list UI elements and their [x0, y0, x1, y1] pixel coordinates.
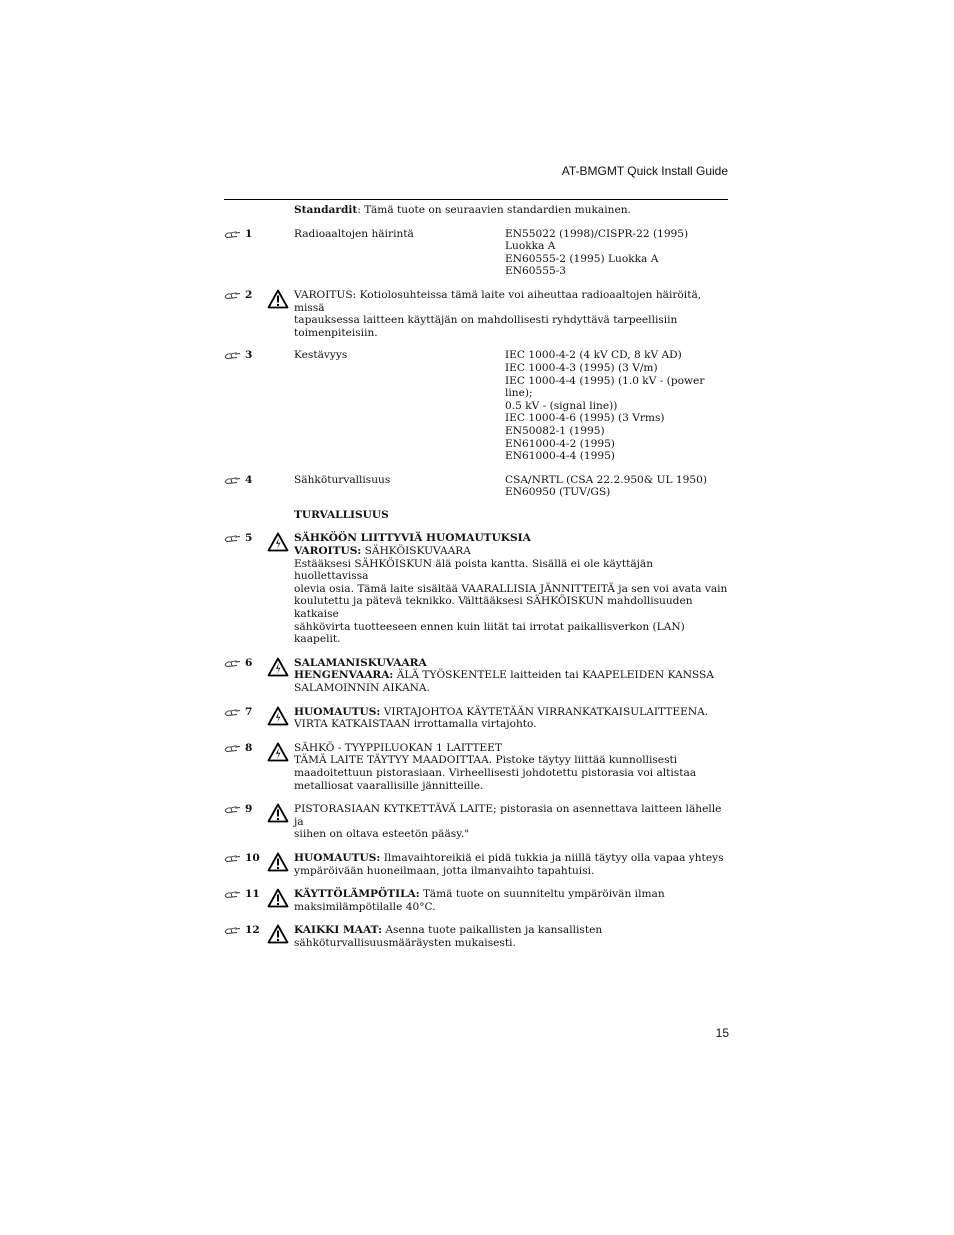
- item-label: Kestävyys: [294, 349, 348, 362]
- warning-triangle-icon: [267, 924, 289, 944]
- standard-value: IEC 1000-4-2 (4 kV CD, 8 kV AD): [505, 349, 682, 362]
- notice-text: TÄMÄ LAITE TÄYTYY MAADOITTAA. Pistoke täytyy liittää kunnollisesti: [294, 754, 678, 767]
- notice-text: Asenna tuote paikallisten ja kansallisten: [382, 924, 603, 937]
- warning-text: toimenpiteisiin.: [294, 326, 378, 339]
- item-number: 7: [245, 705, 253, 718]
- pointing-hand-icon: [224, 351, 242, 360]
- notice-text: Tämä tuote on suunniteltu ympäröivän ilman: [419, 888, 665, 901]
- standards-text: : Tämä tuote on seuraavien standardien mukainen.: [357, 204, 631, 216]
- standard-value: IEC 1000-4-6 (1995) (3 Vrms): [505, 412, 665, 425]
- pointing-hand-icon: [224, 744, 242, 753]
- list-item-2: [224, 289, 730, 339]
- pointing-hand-icon: [224, 854, 242, 863]
- standard-value: EN50082-1 (1995): [505, 424, 605, 437]
- notice-text: siihen on oltava esteetön pääsy.": [294, 828, 470, 841]
- pointing-hand-icon: [224, 659, 242, 668]
- list-item-1: [224, 228, 730, 278]
- notice-bold-label: HUOMAUTUS:: [294, 705, 381, 718]
- item-number: 6: [245, 656, 253, 669]
- list-item-10: [224, 852, 730, 877]
- item-number: 11: [245, 888, 260, 901]
- item-label: Radioaaltojen häirintä: [294, 227, 414, 240]
- item-number: 1: [245, 227, 253, 240]
- warning-triangle-icon: [267, 888, 289, 908]
- notice-text: Ilmavaihtoreikiä ei pidä tukkia ja niillä täytyy olla vapaa yhteys: [380, 851, 724, 864]
- warning-text: VAROITUS: Kotiolosuhteissa tämä laite voi aiheuttaa radioaaltojen häiröitä, missä: [294, 288, 702, 314]
- warning-text: tapauksessa laitteen käyttäjän on mahdollisesti ryhdyttävä tarpeellisiin: [294, 314, 678, 327]
- standard-value: EN60555-2 (1995) Luokka A: [505, 252, 659, 265]
- item-number: 3: [245, 349, 253, 362]
- list-item-8: [224, 742, 730, 792]
- item-label: Sähköturvallisuus: [294, 473, 391, 486]
- standard-value: 0.5 kV - (signal line)): [505, 399, 618, 412]
- notice-text: ÄLÄ TYÖSKENTELE laitteiden tai KAAPELEIDEN KANSSA: [393, 669, 714, 682]
- standards-intro: [224, 204, 730, 217]
- electric-shock-warning-icon: [267, 706, 289, 726]
- notice-text: PISTORASIAAN KYTKETTÄVÄ LAITE; pistorasia on asennettava laitteen lähelle ja: [294, 803, 722, 828]
- notice-text: VIRTAJOHTOA KÄYTETÄÄN VIRRANKATKAISULAITTEENA.: [380, 705, 709, 718]
- list-item-3: [224, 349, 730, 462]
- electric-shock-warning-icon: [267, 742, 289, 762]
- list-item-11: [224, 888, 730, 913]
- item-number: 8: [245, 741, 253, 754]
- page-number: 15: [715, 1026, 729, 1040]
- pointing-hand-icon: [224, 926, 242, 935]
- pointing-hand-icon: [224, 708, 242, 717]
- standard-value: EN61000-4-2 (1995): [505, 437, 615, 450]
- warning-triangle-icon: [267, 289, 289, 309]
- notice-text: sähkövirta tuotteeseen ennen kuin liität tai irrotat paikallisverkon (LAN) kaapelit.: [294, 620, 685, 646]
- pointing-hand-icon: [224, 805, 242, 814]
- notice-text: ympäröivään huoneilmaan, jotta ilmanvaihto tapahtuisi.: [294, 864, 595, 877]
- page-header-title: AT-BMGMT Quick Install Guide: [561, 164, 728, 178]
- pointing-hand-icon: [224, 890, 242, 899]
- list-item-7: [224, 706, 730, 731]
- standard-value: CSA/NRTL (CSA 22.2.950& UL 1950): [505, 473, 708, 486]
- list-item-12: [224, 924, 730, 949]
- notice-title: SÄHKÖÖN LIITTYVIÄ HUOMAUTUKSIA: [294, 532, 531, 545]
- pointing-hand-icon: [224, 534, 242, 543]
- electric-shock-warning-icon: [267, 657, 289, 677]
- pointing-hand-icon: [224, 291, 242, 300]
- notice-text: SÄHKÖ - TYYPPILUOKAN 1 LAITTEET: [294, 741, 502, 754]
- notice-bold-label: VAROITUS:: [294, 545, 362, 558]
- item-number: 2: [245, 288, 253, 301]
- safety-heading-row: [224, 509, 730, 522]
- list-item-5: [224, 532, 730, 645]
- item-number: 5: [245, 532, 253, 545]
- notice-text: maadoitettuun pistorasiaan. Virheellisesti johdotettu pistorasia voi altistaa: [294, 766, 697, 779]
- standard-value: EN60555-3: [505, 265, 567, 278]
- standard-value: IEC 1000-4-3 (1995) (3 V/m): [505, 361, 658, 374]
- notice-text: sähköturvallisuusmääräysten mukaisesti.: [294, 936, 516, 949]
- item-number: 4: [245, 473, 253, 486]
- notice-text: olevia osia. Tämä laite sisältää VAARALLISIA JÄNNITTEITÄ ja sen voi avata vain: [294, 582, 728, 595]
- list-item-9: [224, 803, 730, 841]
- item-number: 12: [245, 924, 260, 937]
- standard-value: EN60950 (TUV/GS): [505, 486, 611, 499]
- standard-value: IEC 1000-4-4 (1995) (1.0 kV - (power line);: [505, 374, 705, 400]
- page-content: [224, 204, 730, 950]
- standard-value: EN61000-4-4 (1995): [505, 450, 615, 463]
- standard-value: EN55022 (1998)/CISPR-22 (1995) Luokka A: [505, 227, 689, 253]
- warning-triangle-icon: [267, 852, 289, 872]
- item-number: 9: [245, 803, 253, 816]
- list-item-6: [224, 657, 730, 695]
- pointing-hand-icon: [224, 230, 242, 239]
- notice-bold-label: HENGENVAARA:: [294, 669, 394, 682]
- notice-bold-label: KAIKKI MAAT:: [294, 924, 383, 937]
- notice-text: maksimilämpötilalle 40°C.: [294, 900, 436, 913]
- warning-triangle-icon: [267, 803, 289, 823]
- header-rule: [224, 199, 728, 200]
- list-item-4: [224, 474, 730, 499]
- notice-text: koulutettu ja pätevä teknikko. Välttääksesi SÄHKÖISKUN mahdollisuuden katkaise: [294, 595, 693, 621]
- notice-text: SALAMOINNIN AIKANA.: [294, 682, 430, 694]
- notice-text: VIRTA KATKAISTAAN irrottamalla virtajohto.: [294, 718, 537, 731]
- notice-bold-label: KÄYTTÖLÄMPÖTILA:: [294, 888, 420, 901]
- electric-shock-warning-icon: [267, 532, 289, 552]
- notice-bold-label: HUOMAUTUS:: [294, 851, 381, 864]
- notice-text: Estääksesi SÄHKÖISKUN älä poista kantta. Sisällä ei ole käyttäjän huollettavissa: [294, 557, 654, 583]
- notice-title: SALAMANISKUVAARA: [294, 656, 427, 669]
- pointing-hand-icon: [224, 476, 242, 485]
- notice-text: SÄHKÖISKUVAARA: [361, 545, 471, 558]
- notice-text: metalliosat vaarallisille jännitteille.: [294, 779, 484, 792]
- item-number: 10: [245, 851, 260, 864]
- safety-heading: TURVALLISUUS: [294, 508, 389, 521]
- standards-label: Standardit: [294, 204, 358, 216]
